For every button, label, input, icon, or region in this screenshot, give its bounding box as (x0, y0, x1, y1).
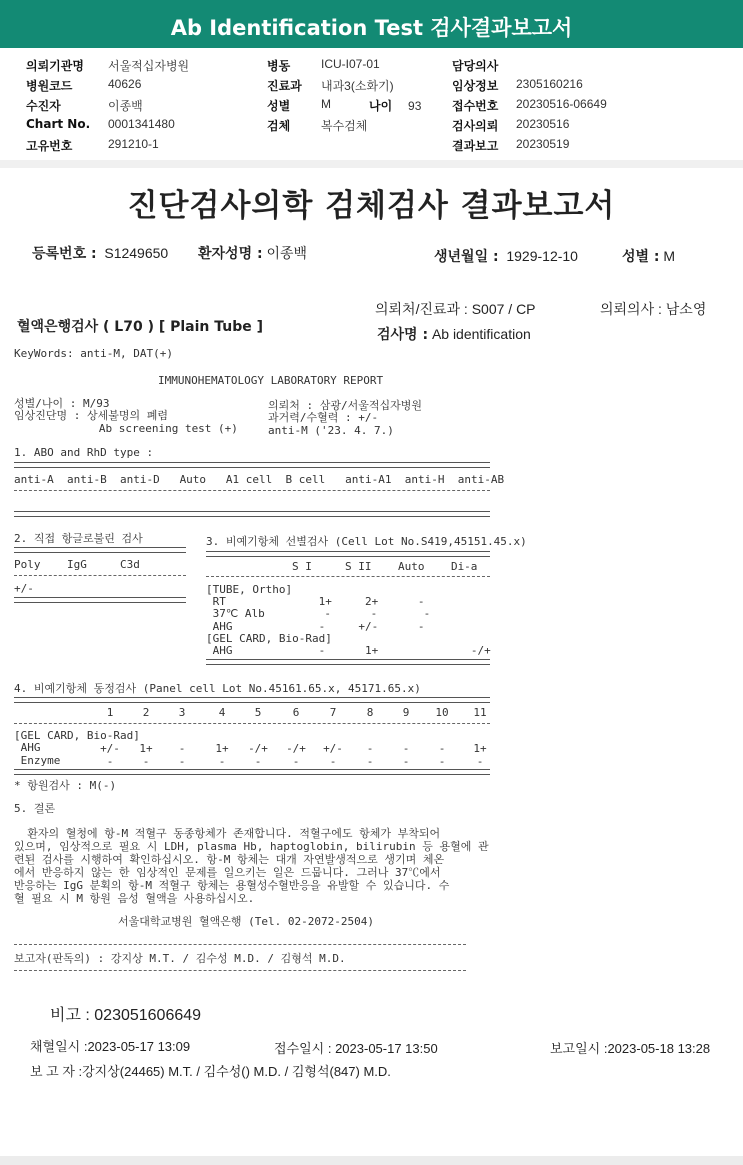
header-field-label: 검체 (267, 119, 291, 133)
header-field (452, 57, 498, 74)
panel-enzyme-label: Enzyme (14, 754, 61, 767)
panel-cell-number: 9 (402, 706, 410, 719)
reporters: 보고자(판독의) : 강지상 M.T. / 김수성 M.D. / 김형석 M.D. (14, 952, 346, 965)
header-field-label: 검사의뢰 (452, 119, 499, 133)
patient-sex: 성별 : M (622, 248, 676, 265)
panel-ahg-result: +/- (323, 742, 343, 755)
header-field (26, 137, 159, 154)
test-name: 검사명 : Ab identification (377, 326, 531, 343)
panel-ahg-result: - (366, 742, 374, 755)
screen-result-row: RT 1+ 2+ - (206, 595, 425, 609)
header-field-value: 서울적십자병원 (108, 59, 190, 73)
double-rule (206, 551, 490, 557)
double-rule (206, 659, 490, 665)
dashed-rule (206, 576, 490, 577)
header-field-value: 20230516 (516, 117, 570, 131)
section-3-title: 3. 비예기항체 선별검사 (Cell Lot No.S419,45151.45.x) (206, 535, 527, 548)
page-bottom (0, 1156, 743, 1165)
header-field-label: 담당의사 (452, 59, 499, 73)
panel-enzyme-result: - (366, 755, 374, 768)
requester: 의뢰처 : 삼광/서울적십자병원 (268, 399, 423, 412)
remark: 비고 : 023051606649 (50, 1007, 202, 1024)
panel-ahg-result: 1+ (473, 742, 487, 755)
header-field-value: 20230516-06649 (516, 97, 607, 111)
screen-result-row: [TUBE, Ortho] (206, 583, 293, 596)
sex-age: 성별/나이 : M/93 (14, 397, 110, 410)
header-field-label: 병원코드 (26, 79, 73, 93)
panel-enzyme-result: - (402, 755, 410, 768)
panel-enzyme-result: - (178, 755, 186, 768)
header-field (452, 137, 570, 154)
header-field-value: 40626 (108, 77, 142, 91)
header-field (267, 57, 380, 74)
panel-enzyme-result: - (292, 755, 300, 768)
header-field (452, 77, 583, 94)
section-5-title: 5. 결론 (14, 802, 56, 815)
conclusion-line: 혈 필요 시 M 항원 음성 혈액을 사용하십시오. (14, 892, 255, 905)
screen-headers: S I S II Auto Di-a (292, 560, 478, 573)
panel-cell-number: 2 (142, 706, 150, 719)
header-field (452, 97, 607, 114)
panel-enzyme-result: - (218, 755, 226, 768)
header-field-label: 수진자 (26, 99, 61, 113)
keywords: KeyWords: anti-M, DAT(+) (14, 347, 173, 360)
section-4-title: 4. 비예기항체 동정검사 (Panel cell Lot No.45161.65.x, 45171.65.x) (14, 682, 421, 695)
dashed-rule (14, 970, 466, 971)
dashed-rule (14, 575, 186, 576)
screening-note: Ab screening test (+) (26, 422, 238, 435)
conclusion-line: 련된 검사를 시행하여 확인하십시오. 항-M 항체는 대개 자연발생적으로 생기며 체온 (14, 853, 445, 866)
header-field-value: M (321, 97, 331, 111)
header-field-value: 291210-1 (108, 137, 159, 151)
panel-cell-number: 10 (435, 706, 449, 719)
requesting-doctor: 의뢰의사 : 남소영 (600, 301, 707, 317)
panel-cell-number: 4 (218, 706, 226, 719)
panel-ahg-result: - (402, 742, 410, 755)
header-field-label: 고유번호 (26, 139, 73, 153)
header-field-label: 성별 (267, 99, 291, 113)
antigen-test: * 항원검사 : M(-) (14, 779, 117, 792)
panel-cell-number: 3 (178, 706, 186, 719)
header-field-label: 병동 (267, 59, 291, 73)
header-field (26, 117, 175, 131)
section-divider (0, 160, 743, 168)
double-rule (14, 462, 490, 468)
collection-time: 채혈일시 :2023-05-17 13:09 (30, 1039, 191, 1054)
panel-enzyme-result: - (329, 755, 337, 768)
panel-cell-number: 8 (366, 706, 374, 719)
panel-enzyme-result: - (438, 755, 446, 768)
header-age: 나이 93 (369, 99, 422, 113)
header-field-value: 이종백 (108, 99, 143, 113)
header-field-label: Chart No. (26, 117, 91, 131)
panel-method: [GEL CARD, Bio-Rad] (14, 729, 140, 742)
test-group: 혈액은행검사 ( L70 ) [ Plain Tube ] (17, 319, 264, 335)
header-field-value: 복수검체 (321, 119, 368, 133)
panel-ahg-result: - (438, 742, 446, 755)
lab-report-title: IMMUNOHEMATOLOGY LABORATORY REPORT (158, 374, 384, 387)
double-rule (14, 769, 490, 775)
panel-enzyme-result: - (106, 755, 114, 768)
panel-ahg-result: - (178, 742, 186, 755)
screen-result-row: AHG - 1+ -/+ (206, 644, 491, 657)
patient-name: 환자성명 : 이종백 (198, 245, 308, 262)
dat-value: +/- (14, 582, 34, 595)
header-field-label: 결과보고 (452, 139, 499, 153)
header-field-value: 2305160216 (516, 77, 583, 91)
header-field (26, 97, 143, 114)
final-reporters: 보 고 자 :강지상(24465) M.T. / 김수성() M.D. / 김형석(847) M.D. (30, 1064, 391, 1079)
panel-cell-number: 7 (329, 706, 337, 719)
panel-cell-number: 6 (292, 706, 300, 719)
panel-ahg-label: AHG (14, 741, 41, 754)
header-field (267, 97, 331, 114)
panel-ahg-result: -/+ (248, 742, 268, 755)
clinical-diagnosis: 임상진단명 : 상세불명의 폐렴 (14, 409, 169, 422)
conclusion-line: 환자의 혈청에 항-M 적혈구 동종항체가 존재합니다. 적혈구에도 항체가 부착되어 (14, 827, 441, 840)
header-field-label: 진료과 (267, 79, 302, 93)
dat-headers: Poly IgG C3d (14, 558, 140, 571)
header-field (267, 77, 394, 94)
section-1-title: 1. ABO and RhD type : (14, 446, 154, 459)
dashed-rule (14, 944, 466, 945)
conclusion-line: 있으며, 임상적으로 필요 시 LDH, plasma Hb, haptoglobin, bilirubin 등 용혈에 관 (14, 840, 489, 853)
dashed-rule (14, 723, 490, 724)
double-rule (14, 547, 186, 553)
screen-result-row: AHG - +/- - (206, 619, 425, 633)
header-field-value: 0001341480 (108, 117, 175, 131)
header-field-label: 접수번호 (452, 99, 499, 113)
header-field-label: 임상정보 (452, 79, 499, 93)
section-2-title: 2. 직접 항글로불린 검사 (14, 532, 143, 545)
panel-ahg-result: -/+ (286, 742, 306, 755)
dashed-rule (14, 490, 490, 491)
abo-headers: anti-A anti-B anti-D Auto A1 cell B cell anti-A1 anti-H anti-AB (14, 473, 505, 486)
double-rule (14, 697, 490, 703)
panel-enzyme-result: - (142, 755, 150, 768)
report-time: 보고일시 :2023-05-18 13:28 (550, 1041, 711, 1056)
panel-cell-number: 5 (254, 706, 262, 719)
double-rule (14, 511, 490, 517)
birth-date: 생년월일 : 1929-12-10 (434, 248, 578, 265)
double-rule (14, 597, 186, 603)
panel-cell-number: 11 (473, 706, 487, 719)
conclusion-line: 반응하는 IgG 분획의 항-M 적혈구 항체는 용혈성수혈반응을 유발할 수 있습니다. 수 (14, 879, 450, 892)
requesting-department: 의뢰처/진료과 : S007 / CP (375, 301, 536, 317)
registration-number: 등록번호 : S1249650 (32, 245, 169, 262)
report-banner: Ab Identification Test 검사결과보고서 (0, 0, 743, 48)
header-field (26, 57, 190, 74)
header-field (267, 117, 368, 134)
header-field-value: 내과3(소화기) (321, 79, 394, 93)
header-field (452, 117, 570, 134)
panel-ahg-result: 1+ (139, 742, 153, 755)
panel-ahg-result: 1+ (215, 742, 229, 755)
document-title: 진단검사의학 검체검사 결과보고서 (127, 188, 616, 224)
header-field-value: ICU-I07-01 (321, 57, 380, 71)
screen-result-row: [GEL CARD, Bio-Rad] (206, 631, 332, 645)
conclusion-line: 에서 반응하지 않는 한 임상적인 문제를 일으키는 일은 드뭅니다. 그러나 37℃에서 (14, 866, 441, 879)
transfusion-history-detail: anti-M ('23. 4. 7.) (268, 424, 394, 437)
panel-enzyme-result: - (476, 755, 484, 768)
panel-enzyme-result: - (254, 755, 262, 768)
header-field-value: 20230519 (516, 137, 570, 151)
header-field-label: 의뢰기관명 (26, 59, 84, 73)
panel-ahg-result: +/- (100, 742, 120, 755)
transfusion-history: 과거력/수혈력 : +/- (268, 411, 379, 424)
header-field (26, 77, 142, 94)
screen-result-row: 37℃ Alb - - - (206, 607, 431, 621)
blood-bank-contact: 서울대학교병원 혈액은행 (Tel. 02-2072-2504) (118, 915, 374, 928)
receipt-time: 접수일시 : 2023-05-17 13:50 (274, 1041, 438, 1056)
panel-cell-number: 1 (106, 706, 114, 719)
